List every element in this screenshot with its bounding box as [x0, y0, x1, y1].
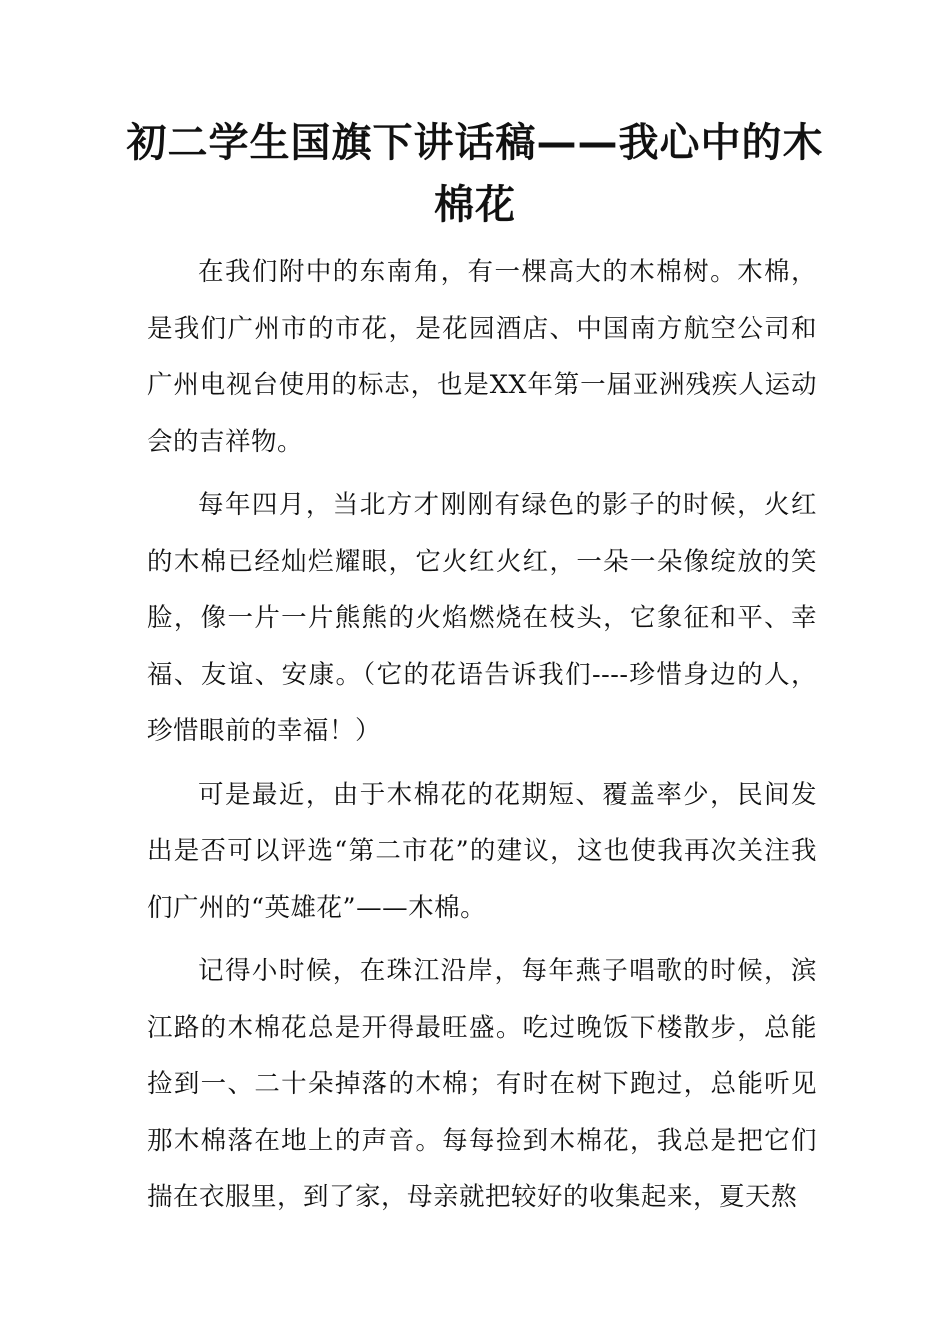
document-title: 初二学生国旗下讲话稿——我心中的木棉花 — [126, 120, 824, 228]
paragraph-4: 记得小时候，在珠江沿岸，每年燕子唱歌的时候，滨江路的木棉花总是开得最旺盛。吃过晚饭下楼散步，总能捡到一、二十朵掉落的木棉；有时在树下跑过，总能听见那木棉落在地上的声音。每每捡到木棉花，我总是把它们揣在衣服里，到了家，母亲就把较好的收集起来，夏天熬 — [147, 956, 817, 1212]
paragraph-2: 每年四月，当北方才刚刚有绿色的影子的时候，火红的木棉已经灿烂耀眼，它火红火红，一朵一朵像绽放的笑脸，像一片一片熊熊的火焰燃烧在枝头，它象征和平、幸福、友谊、安康。（它的花语告诉我们----珍惜身边的人，珍惜眼前的幸福！） — [147, 490, 817, 746]
paragraph-3: 可是最近，由于木棉花的花期短、覆盖率少，民间发出是否可以评选“第二市花”的建议，这也使我再次关注我们广州的“英雄花”——木棉。 — [147, 779, 817, 923]
paragraph-1: 在我们附中的东南角，有一棵高大的木棉树。木棉，是我们广州市的市花，是花园酒店、中国南方航空公司和广州电视台使用的标志，也是XX年第一届亚洲残疾人运动会的吉祥物。 — [147, 257, 817, 457]
document-body — [147, 244, 817, 1233]
